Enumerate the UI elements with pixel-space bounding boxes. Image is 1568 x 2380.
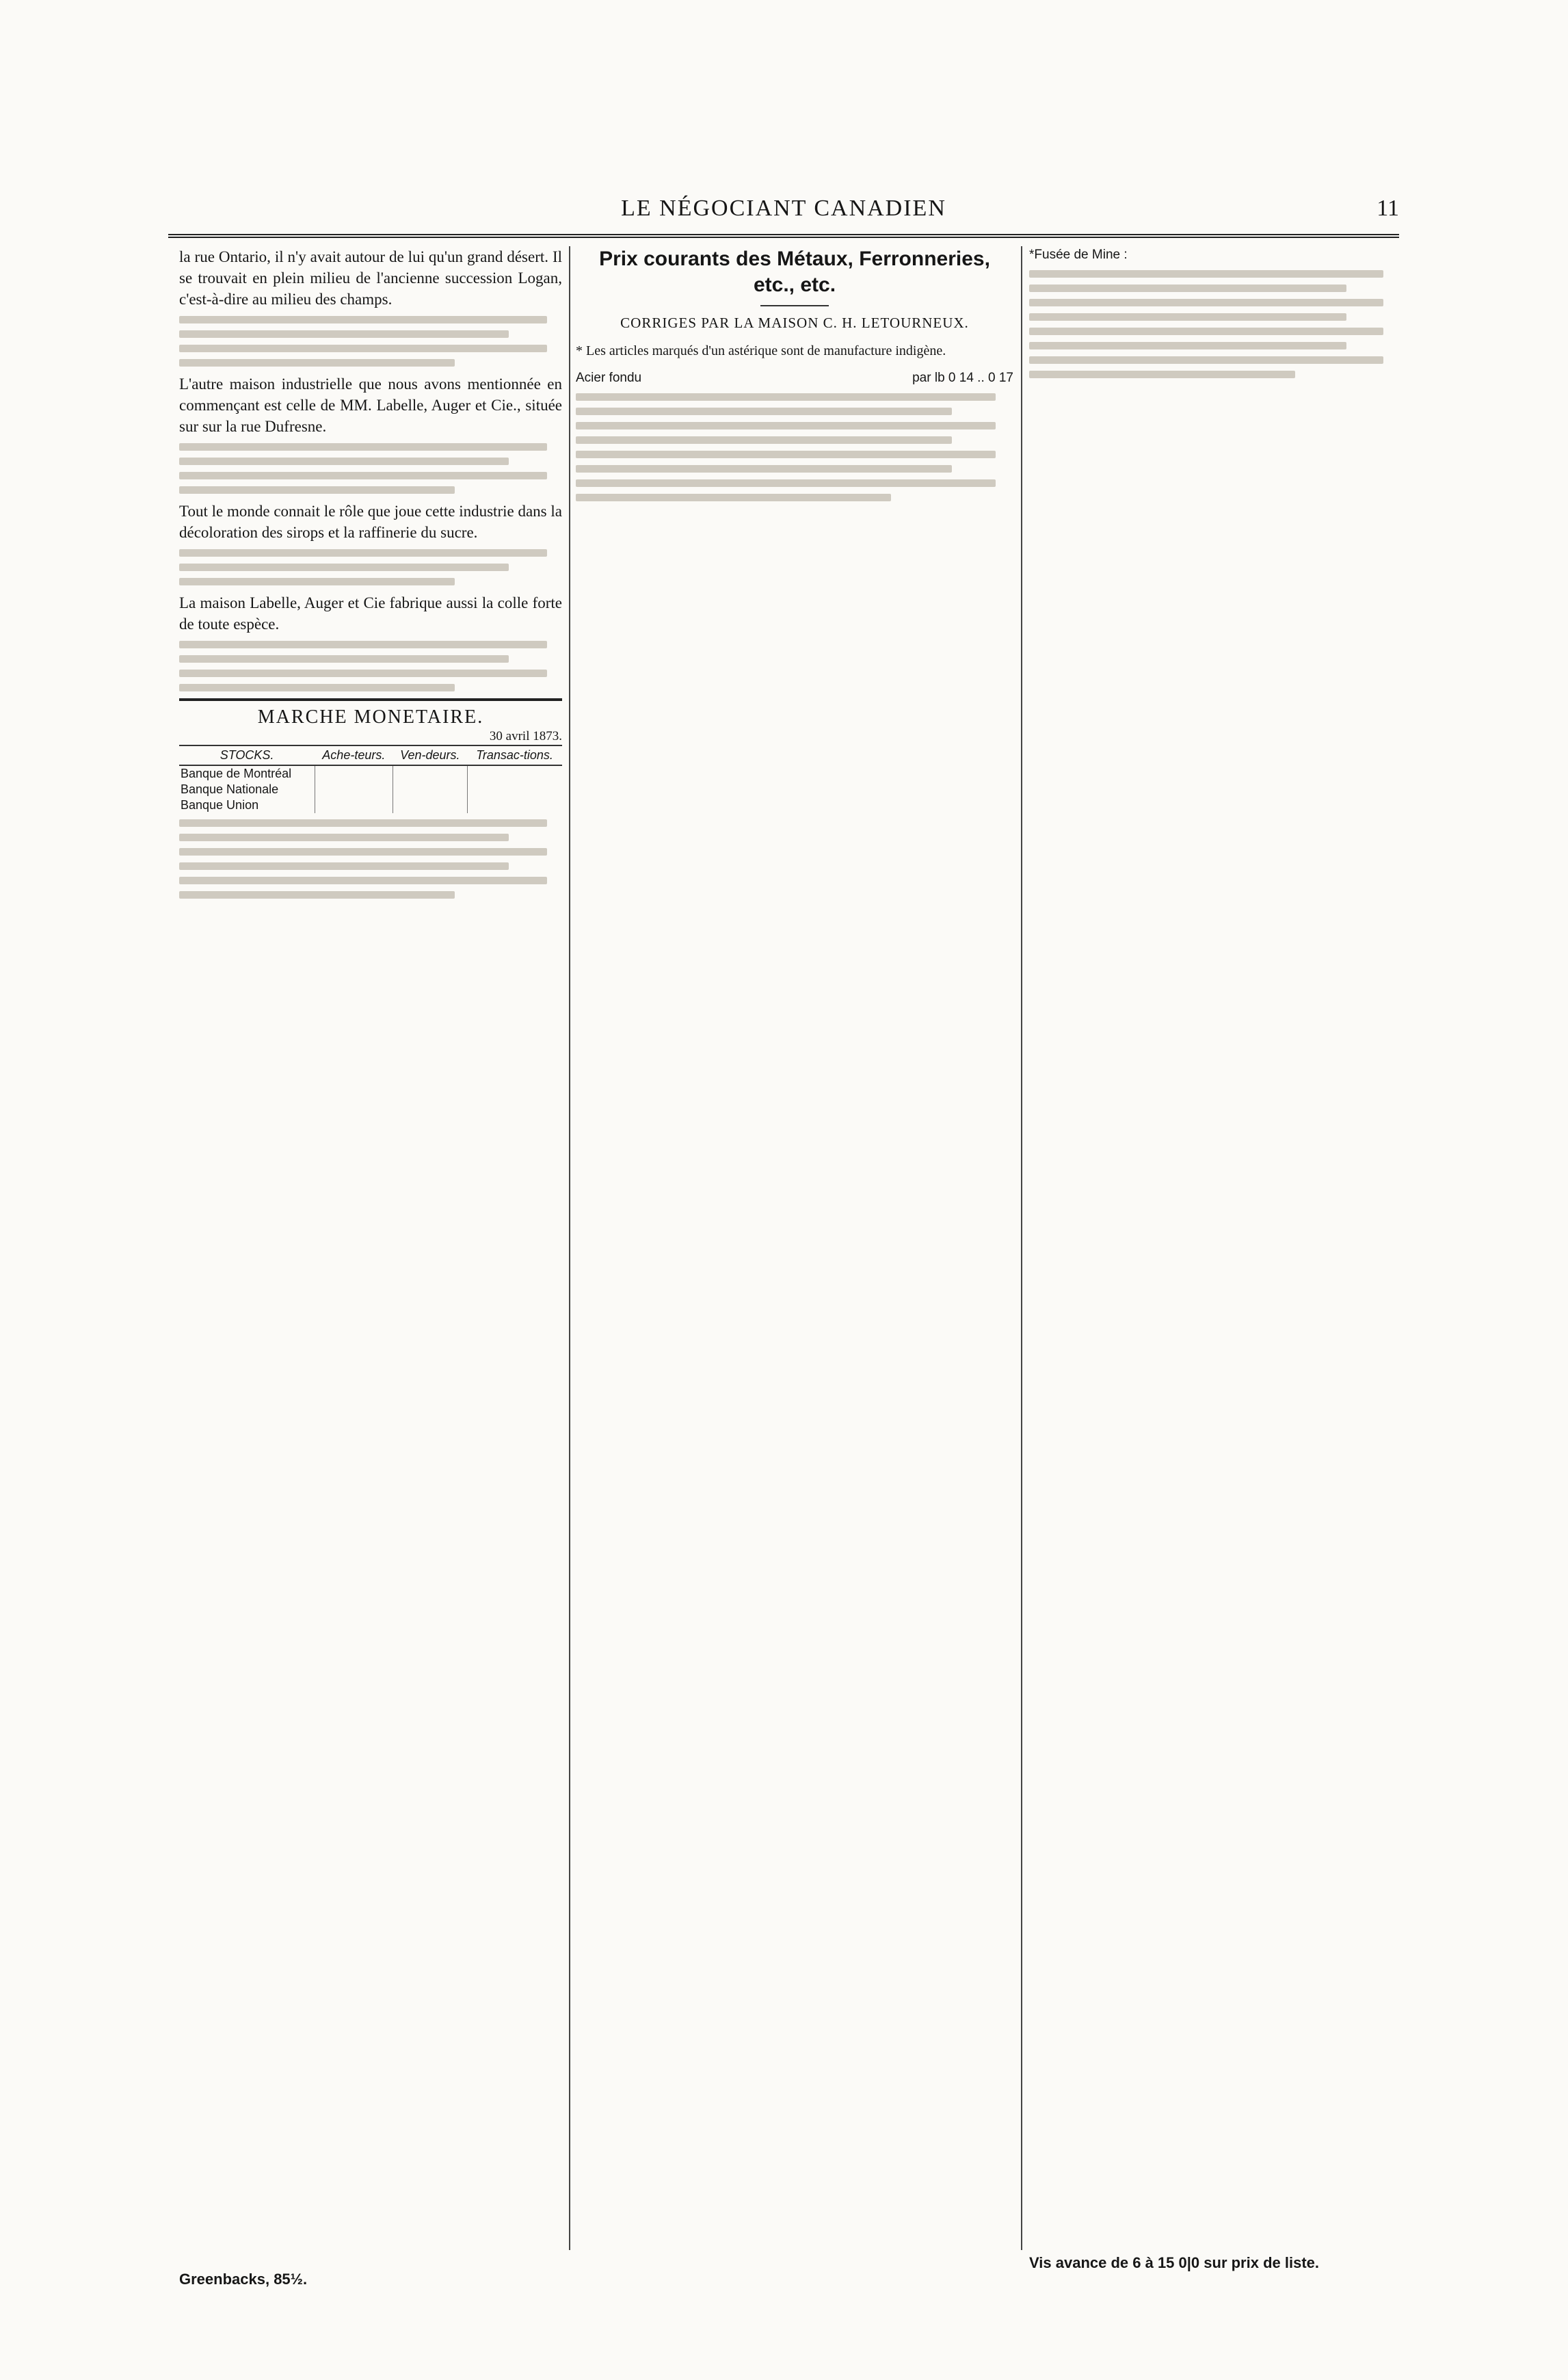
price-list-subheading: CORRIGES PAR LA MAISON C. H. LETOURNEUX. <box>620 315 969 331</box>
price-list-note: * Les articles marqués d'un astérique sont de manufacture indigène. <box>576 343 946 358</box>
table-row <box>179 782 562 797</box>
table-cell <box>315 765 393 782</box>
list-item <box>1029 246 1398 264</box>
page-number: 11 <box>1377 196 1399 221</box>
column-header: Transac-tions. <box>467 745 562 765</box>
paragraph: La maison Labelle, Auger et Cie fabrique aussi la colle forte de toute espèce. <box>179 594 562 633</box>
item-price: par lb 0 14 .. 0 17 <box>912 371 1013 385</box>
table-cell <box>393 765 467 782</box>
table-cell <box>467 765 562 782</box>
price-list-heading: Prix courants des Métaux, Ferronneries, etc., etc. <box>599 248 990 296</box>
table-cell: Banque Union <box>181 798 259 812</box>
header-rule <box>168 234 1399 238</box>
column-divider <box>1021 246 1022 2250</box>
market-title: MARCHE MONETAIRE. <box>179 698 562 728</box>
market-date: 30 avril 1873. <box>489 729 562 743</box>
table-cell <box>393 782 467 797</box>
list-item <box>576 369 1013 387</box>
table-cell <box>467 797 562 813</box>
item-label: *Fusée de Mine : <box>1029 248 1128 262</box>
divider <box>760 305 829 306</box>
table-row <box>179 797 562 813</box>
paragraph: Tout le monde connait le rôle que joue cette industrie dans la décoloration des sirops et la raffinerie du sucre. <box>179 503 562 541</box>
paragraph: la rue Ontario, il n'y avait autour de lui qu'un grand désert. Il se trouvait en plein milieu de l'ancienne succession Logan, c'est-à-dire au milieu des champs. <box>179 248 562 308</box>
newspaper-title: LE NÉGOCIANT CANADIEN <box>621 196 946 221</box>
page-header <box>168 193 1399 234</box>
paragraph: L'autre maison industrielle que nous avons mentionnée en commençant est celle de MM. Labelle, Auger et Cie., située sur sur la rue Dufresne. <box>179 375 562 435</box>
table-row <box>179 765 562 782</box>
table-cell <box>467 782 562 797</box>
greenbacks-line: Greenbacks, 85½. <box>179 2271 308 2288</box>
item-label: Acier fondu <box>576 371 642 385</box>
article-text <box>179 246 562 691</box>
column-right <box>1029 246 1398 2250</box>
column-left <box>179 246 562 2250</box>
list-footer: Vis avance de 6 à 15 0|0 sur prix de liste. <box>1029 2254 1319 2271</box>
stocks-table <box>179 745 562 813</box>
table-cell <box>393 797 467 813</box>
table-cell: Banque Nationale <box>181 782 279 796</box>
table-cell <box>315 782 393 797</box>
table-cell <box>315 797 393 813</box>
column-header: Ache-teurs. <box>315 745 393 765</box>
column-divider <box>569 246 570 2250</box>
column-header: STOCKS. <box>179 745 315 765</box>
column-header: Ven-deurs. <box>393 745 467 765</box>
table-cell: Banque de Montréal <box>181 767 292 780</box>
table-header-row <box>179 745 562 765</box>
column-middle <box>576 246 1013 2250</box>
